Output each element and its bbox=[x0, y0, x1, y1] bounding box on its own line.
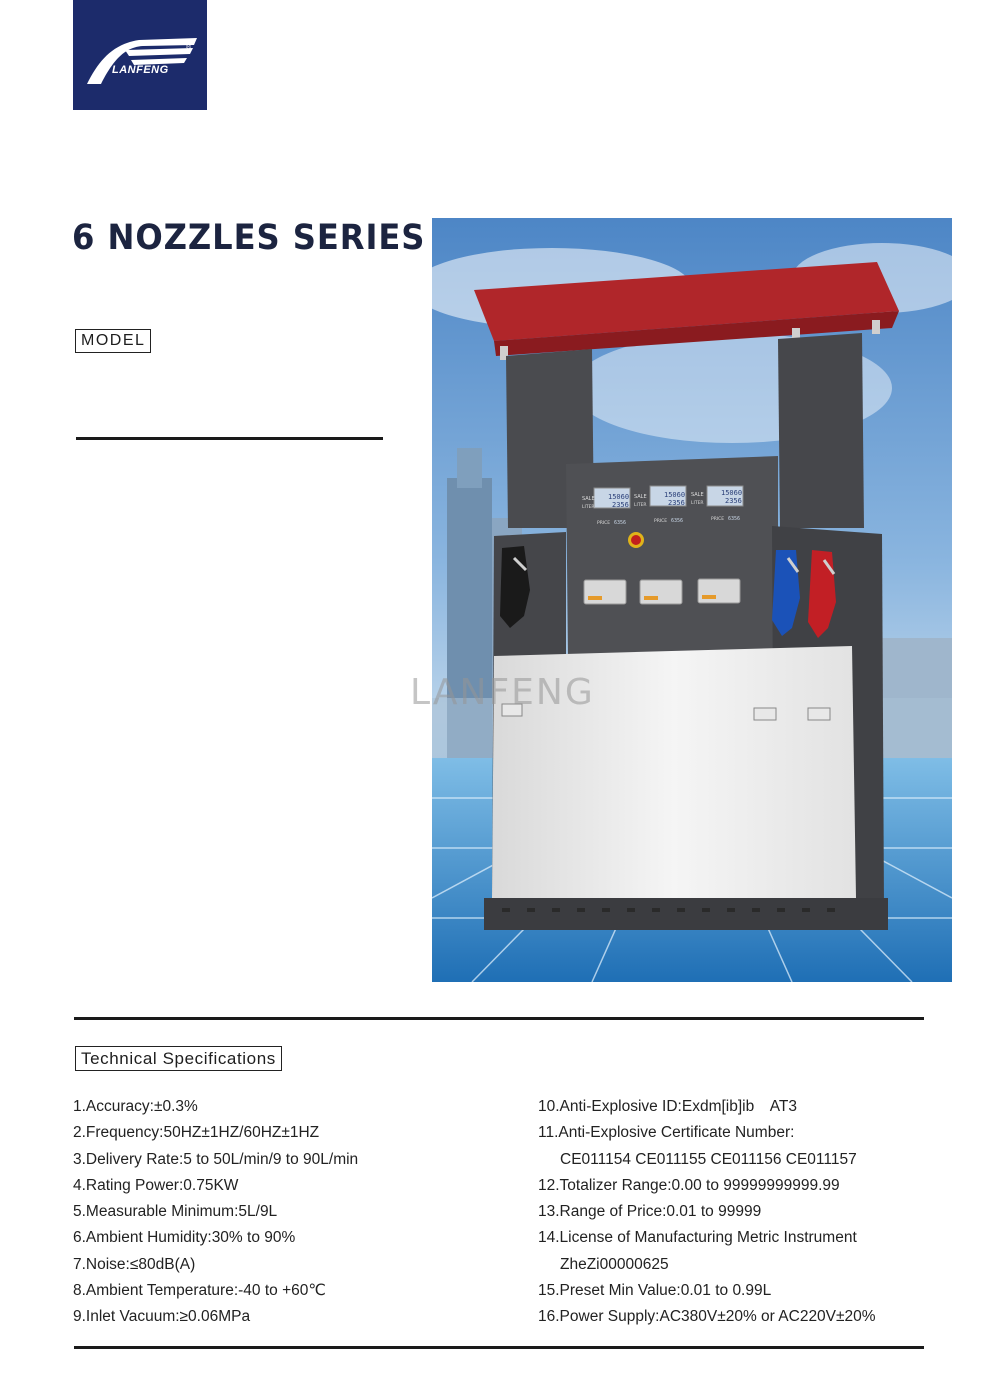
wing-logo-icon bbox=[73, 0, 207, 110]
sale-value-3: 15060 bbox=[721, 489, 743, 497]
spec-item: 13.Range of Price:0.01 to 99999 bbox=[538, 1203, 762, 1221]
page-title: 6 NOZZLES SERIES bbox=[72, 218, 426, 258]
product-photo bbox=[432, 218, 952, 982]
liter-value-1: 2356 bbox=[612, 501, 629, 509]
spec-item: 3.Delivery Rate:5 to 50L/min/9 to 90L/min bbox=[73, 1150, 359, 1168]
logo-wordmark: LANFENG bbox=[112, 64, 169, 76]
spec-item: 9.Inlet Vacuum:≥0.06MPa bbox=[73, 1308, 251, 1326]
brand-logo bbox=[73, 0, 207, 110]
specs-heading: Technical Specifications bbox=[75, 1046, 282, 1071]
spec-item: 1.Accuracy:±0.3% bbox=[73, 1098, 198, 1115]
divider-short bbox=[76, 437, 383, 440]
spec-item: 15.Preset Min Value:0.01 to 0.99L bbox=[538, 1282, 772, 1300]
liter-label-1: LITER bbox=[582, 505, 595, 510]
spec-item-continuation: ZheZi00000625 bbox=[560, 1255, 669, 1273]
price-label-1: PRICE bbox=[597, 521, 611, 526]
spec-item: 6.Ambient Humidity:30% to 90% bbox=[73, 1229, 296, 1247]
spec-item: 7.Noise:≤80dB(A) bbox=[73, 1255, 196, 1273]
price-value-3: 6356 bbox=[728, 516, 741, 522]
sale-label-2: SALE bbox=[634, 494, 647, 500]
sale-value-1: 15060 bbox=[608, 493, 630, 501]
model-label: MODEL bbox=[75, 329, 151, 353]
spec-item: 10.Anti-Explosive ID:Exdm[ib]ib AT3 bbox=[538, 1098, 798, 1115]
watermark: LANFENG bbox=[410, 672, 595, 713]
liter-label-3: LITER bbox=[691, 501, 704, 506]
registered-mark: ® bbox=[186, 44, 192, 51]
liter-value-2: 2356 bbox=[668, 499, 685, 507]
spec-item: 5.Measurable Minimum:5L/9L bbox=[73, 1203, 278, 1221]
spec-item: 16.Power Supply:AC380V±20% or AC220V±20% bbox=[538, 1308, 876, 1326]
price-value-1: 6356 bbox=[614, 520, 627, 526]
specs-right-list bbox=[538, 1094, 876, 1331]
liter-value-3: 2356 bbox=[725, 497, 742, 505]
fuel-dispenser-illustration bbox=[432, 218, 952, 982]
price-label-3: PRICE bbox=[711, 517, 725, 522]
spec-item: 4.Rating Power:0.75KW bbox=[73, 1176, 239, 1194]
divider-bottom bbox=[74, 1346, 924, 1349]
sale-label-1: SALE bbox=[582, 496, 595, 502]
spec-item: 14.License of Manufacturing Metric Instrument bbox=[538, 1229, 857, 1247]
divider-top bbox=[74, 1017, 924, 1020]
price-label-2: PRICE bbox=[654, 519, 668, 524]
sale-value-2: 15060 bbox=[664, 491, 686, 499]
spec-item: 11.Anti-Explosive Certificate Number: bbox=[538, 1124, 795, 1142]
liter-label-2: LITER bbox=[634, 503, 647, 508]
sale-label-3: SALE bbox=[691, 492, 704, 498]
specs-left-list bbox=[73, 1094, 358, 1331]
spec-item: 2.Frequency:50HZ±1HZ/60HZ±1HZ bbox=[73, 1124, 320, 1142]
spec-item: 12.Totalizer Range:0.00 to 99999999999.99 bbox=[538, 1176, 840, 1194]
price-value-2: 6356 bbox=[671, 518, 684, 524]
spec-item: 8.Ambient Temperature:-40 to +60℃ bbox=[73, 1282, 326, 1300]
spec-item-continuation: CE011154 CE011155 CE011156 CE011157 bbox=[560, 1150, 857, 1168]
